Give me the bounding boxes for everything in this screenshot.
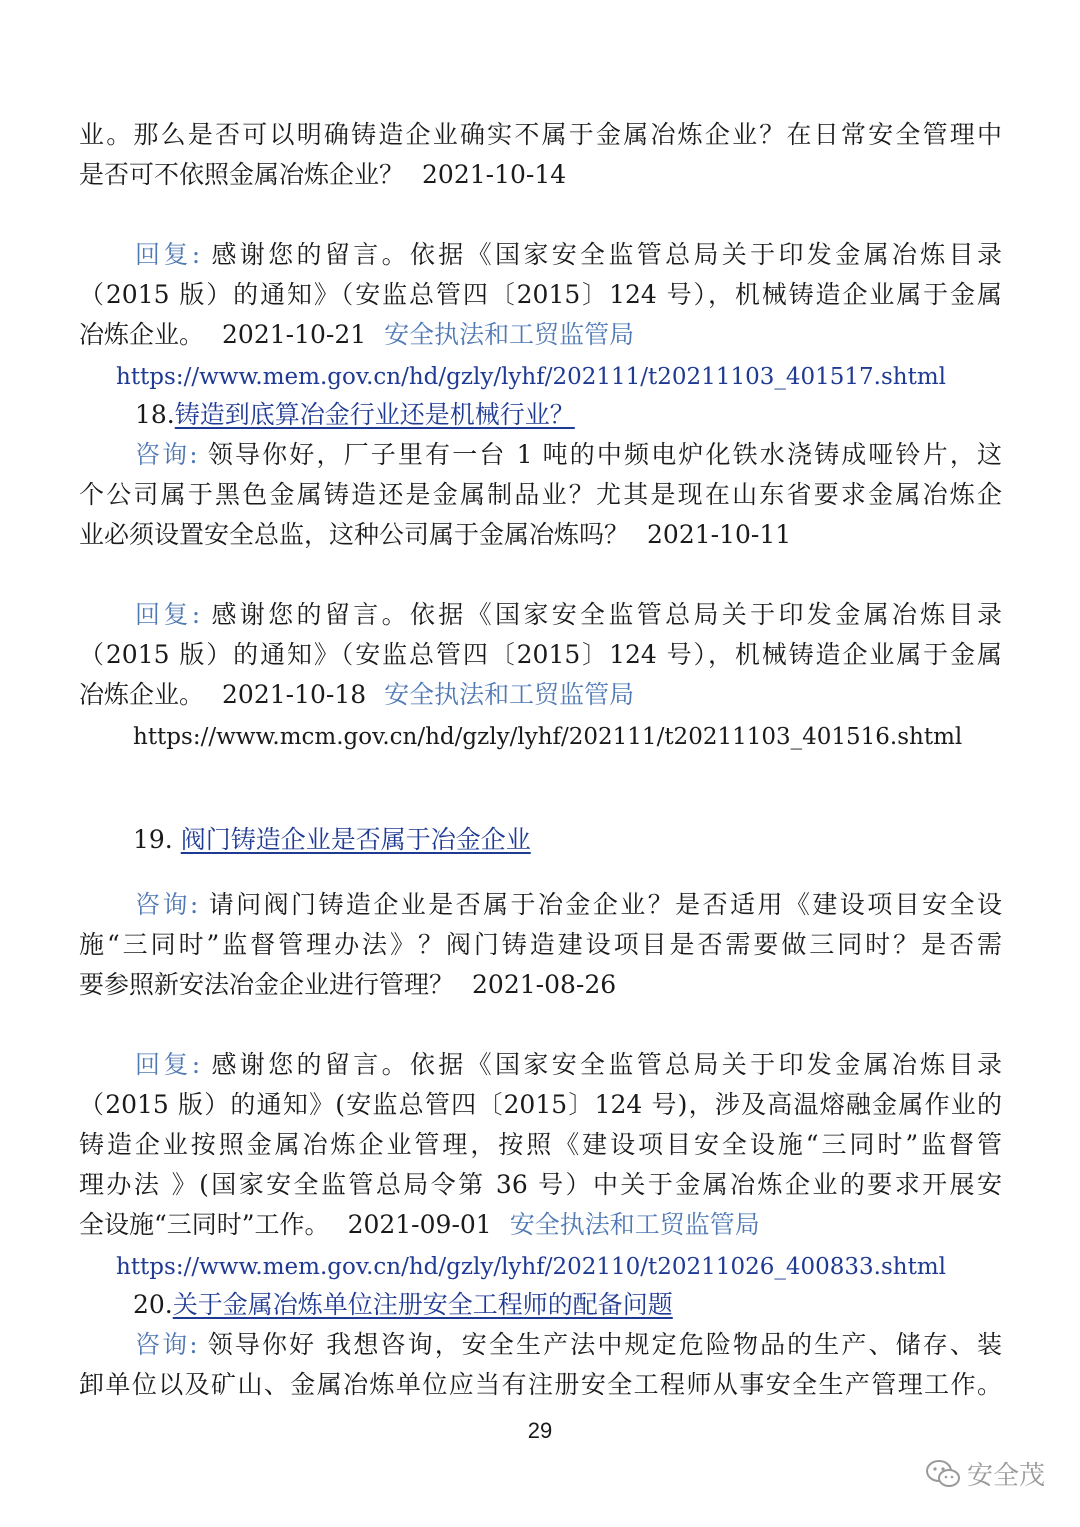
question-text-line: 个公司属于黑色金属铸造还是金属制品业？尤其是现在山东省要求金属冶炼企: [79, 480, 1002, 509]
wechat-icon: [925, 1459, 961, 1489]
question-text-line: 卸单位以及矿山、金属冶炼单位应当有注册安全工程师从事安全生产管理工作。: [79, 1370, 1002, 1399]
question-text: 业必须设置安全总监，这种公司属于金属冶炼吗？: [79, 520, 630, 549]
question-date: 2021-10-11: [647, 520, 792, 549]
item-title-link[interactable]: 关于金属冶炼单位注册安全工程师的配备问题: [172, 1290, 673, 1319]
source-url-text: https://www.mcm.gov.cn/hd/gzly/lyhf/202111/t20211103_401516.shtml: [133, 724, 963, 750]
reply-text: 冶炼企业。: [79, 680, 205, 709]
reply-label: 回复:: [135, 1050, 201, 1079]
item-20-heading[interactable]: [133, 1288, 689, 1322]
reply-line: [135, 1048, 1002, 1082]
reply-text-line: （2015 版）的通知》（安监总管四〔2015〕124 号），机械铸造企业属于金属: [79, 640, 1002, 669]
question-text-line: 施“三同时”监督管理办法》？阀门铸造建设项目是否需要做三同时？是否需: [79, 930, 1002, 959]
item-19-heading[interactable]: [133, 823, 531, 857]
item-number: 19.: [133, 825, 173, 854]
reply-department: 安全执法和工贸监管局: [509, 1210, 760, 1239]
source-url-link[interactable]: https://www.mem.gov.cn/hd/gzly/lyhf/202110/t20211026_400833.shtml: [116, 1254, 946, 1280]
reply-text-line: 理办法 》(国家安全监管总局令第 36 号）中关于金属冶炼企业的要求开展安: [79, 1170, 1002, 1199]
question-line: [135, 1328, 1002, 1362]
question-text-line: [79, 968, 616, 1002]
question-line: [135, 438, 1002, 472]
reply-line: [135, 238, 1002, 272]
reply-department: 安全执法和工贸监管局: [384, 320, 635, 349]
question-text: 领导你好 我想咨询，安全生产法中规定危险物品的生产、储存、装: [207, 1330, 1002, 1359]
question-line: [135, 888, 1002, 922]
source-url-link[interactable]: https://www.mem.gov.cn/hd/gzly/lyhf/202111/t20211103_401517.shtml: [116, 364, 946, 390]
item-18-heading[interactable]: [135, 398, 603, 432]
question-label: 咨询:: [135, 890, 199, 919]
question-label: 咨询:: [135, 1330, 198, 1359]
reply-date: 2021-10-21: [222, 320, 367, 349]
reply-date: 2021-10-18: [222, 680, 367, 709]
question-date: 2021-10-14: [422, 160, 567, 189]
reply-text-line: [79, 678, 634, 712]
reply-line: [135, 598, 1002, 632]
reply-text-line: 铸造企业按照金属冶炼企业管理，按照《建设项目安全设施“三同时”监督管: [79, 1130, 1002, 1159]
reply-text-line: （2015 版）的通知》(安监总管四〔2015〕124 号)，涉及高温熔融金属作业的: [79, 1090, 1002, 1119]
question-date: 2021-08-26: [472, 970, 617, 999]
reply-text: 感谢您的留言。依据《国家安全监管总局关于印发金属冶炼目录: [211, 240, 1002, 269]
question-text-line: 业。那么是否可以明确铸造企业确实不属于金属冶炼企业？在日常安全管理中: [79, 120, 1002, 149]
question-text-line: [79, 518, 791, 552]
question-text: 要参照新安法冶金企业进行管理？: [79, 970, 455, 999]
reply-text: 全设施“三同时”工作。: [79, 1210, 330, 1239]
reply-text: 感谢您的留言。依据《国家安全监管总局关于印发金属冶炼目录: [211, 1050, 1002, 1079]
reply-department: 安全执法和工贸监管局: [384, 680, 635, 709]
reply-text-line: （2015 版）的通知》（安监总管四〔2015〕124 号），机械铸造企业属于金属: [79, 280, 1002, 309]
page-number: 29: [527, 1418, 553, 1443]
item-title-link[interactable]: 铸造到底算冶金行业还是机械行业？: [174, 400, 575, 429]
reply-text: 冶炼企业。: [79, 320, 205, 349]
reply-text-line: [79, 1208, 760, 1242]
item-number: 18.: [135, 400, 175, 429]
question-text: 是否可不依照金属冶炼企业？: [79, 160, 405, 189]
question-text-line: [79, 158, 566, 192]
watermark: [925, 1455, 1045, 1492]
watermark-text: 安全茂: [967, 1461, 1046, 1491]
question-label: 咨询:: [135, 440, 198, 469]
item-title-link[interactable]: 阀门铸造企业是否属于冶金企业: [180, 825, 531, 854]
item-number: 20.: [133, 1290, 173, 1319]
question-text: 领导你好，厂子里有一台 1 吨的中频电炉化铁水浇铸成哑铃片，这: [207, 440, 1002, 469]
reply-label: 回复:: [135, 600, 201, 629]
reply-date: 2021-09-01: [347, 1210, 492, 1239]
reply-text: 感谢您的留言。依据《国家安全监管总局关于印发金属冶炼目录: [211, 600, 1002, 629]
question-text: 请问阀门铸造企业是否属于冶金企业？是否适用《建设项目安全设: [208, 890, 1002, 919]
reply-label: 回复:: [135, 240, 201, 269]
reply-text-line: [79, 318, 634, 352]
